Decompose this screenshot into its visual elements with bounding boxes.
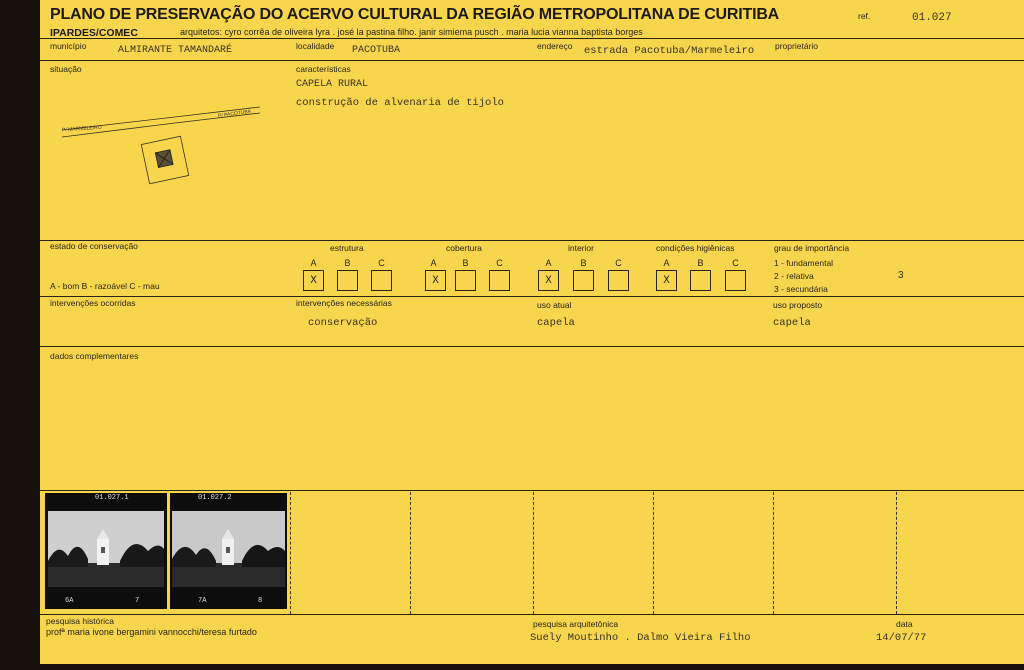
- group-label-estrutura: estrutura: [330, 243, 364, 253]
- photo-contact-2[interactable]: [170, 493, 287, 609]
- checkbox-estrutura-b[interactable]: [337, 270, 358, 291]
- inventory-card: [40, 0, 1024, 664]
- photo-image: [172, 511, 285, 587]
- intervencoes-necessarias-value: conservação: [308, 317, 378, 329]
- photo-frame-right: 7: [135, 597, 140, 605]
- sketch-left-label: P/ MARMELEIRO: [61, 124, 102, 134]
- letter-a: A: [663, 258, 670, 268]
- endereco-label: endereço: [537, 41, 573, 51]
- municipio-label: município: [50, 41, 87, 51]
- divider: [40, 60, 1024, 61]
- letter-c: C: [732, 258, 739, 268]
- photo-slot-divider: [533, 492, 534, 614]
- letter-a: A: [545, 258, 552, 268]
- importancia-option-1: 1 - fundamental: [774, 258, 834, 268]
- caracteristicas-line1: CAPELA RURAL: [296, 79, 369, 90]
- proprietario-label: proprietário: [775, 41, 818, 51]
- letter-b: B: [580, 258, 587, 268]
- photo-slot-divider: [653, 492, 654, 614]
- divider: [40, 296, 1024, 297]
- intervencoes-ocorridas-label: intervenções ocorridas: [50, 298, 136, 308]
- letter-c: C: [496, 258, 503, 268]
- situacao-label: situação: [50, 64, 82, 74]
- pesquisa-historica-label: pesquisa histórica: [46, 616, 115, 626]
- importancia-option-2: 2 - relativa: [774, 271, 814, 281]
- checkbox-interior-b[interactable]: [573, 270, 594, 291]
- photo-slot-divider: [290, 492, 291, 614]
- ref-value: 01.027: [912, 12, 952, 24]
- group-label-condicoes: condições higiênicas: [656, 243, 735, 253]
- photo-contact-1[interactable]: [45, 493, 167, 609]
- divider: [40, 490, 1024, 491]
- photo-frame-number: 01.027.2: [198, 494, 232, 502]
- checkbox-cobertura-b[interactable]: [455, 270, 476, 291]
- checkbox-interior-a[interactable]: X: [538, 270, 559, 291]
- photo-image: [48, 511, 164, 587]
- photo-slot-divider: [896, 492, 897, 614]
- photo-frame-number: 01.027.1: [95, 494, 129, 502]
- sketch-road-label: P/ PACOTUBA: [217, 108, 252, 120]
- photo-slot-divider: [410, 492, 411, 614]
- situation-sketch: [60, 95, 290, 190]
- checkbox-cobertura-c[interactable]: [489, 270, 510, 291]
- checkbox-condicoes-b[interactable]: [690, 270, 711, 291]
- localidade-label: localidade: [296, 41, 335, 51]
- letter-a: A: [310, 258, 317, 268]
- ref-label: ref.: [858, 11, 871, 21]
- divider: [40, 614, 1024, 615]
- caracteristicas-line2: construção de alvenaria de tijolo: [296, 97, 504, 109]
- data-label: data: [896, 619, 913, 629]
- group-label-interior: interior: [568, 243, 594, 253]
- uso-atual-label: uso atual: [537, 300, 572, 310]
- uso-proposto-label: uso proposto: [773, 300, 823, 310]
- conservacao-legend: A - bom B - razoável C - mau: [50, 281, 160, 291]
- group-label-cobertura: cobertura: [446, 243, 482, 253]
- letter-b: B: [462, 258, 469, 268]
- letter-b: B: [697, 258, 704, 268]
- localidade-value: PACOTUBA: [352, 45, 401, 56]
- importancia-value: 3: [898, 270, 904, 281]
- checkbox-interior-c[interactable]: [608, 270, 629, 291]
- uso-atual-value: capela: [537, 317, 575, 329]
- municipio-value: ALMIRANTE TAMANDARÉ: [118, 45, 233, 56]
- architects-line: arquitetos: cyro corrêa de oliveira lyra . josé la pastina filho. janir simiema pusch . maria lucia vianna baptista borges: [180, 27, 643, 37]
- checkbox-condicoes-a[interactable]: X: [656, 270, 677, 291]
- org-name: IPARDES/COMEC: [50, 27, 138, 39]
- pesquisa-historica-value: profª maria ivone bergamini vannocchi/teresa furtado: [46, 627, 257, 637]
- letter-a: A: [430, 258, 437, 268]
- photo-frame-left: 6A: [65, 597, 74, 605]
- letter-b: B: [344, 258, 351, 268]
- pesquisa-arquitetonica-label: pesquisa arquitetônica: [533, 619, 619, 629]
- photo-frame-left: 7A: [198, 597, 207, 605]
- photo-slot-divider: [773, 492, 774, 614]
- letter-c: C: [615, 258, 622, 268]
- endereco-value: estrada Pacotuba/Marmeleiro: [584, 45, 755, 57]
- uso-proposto-value: capela: [773, 317, 811, 329]
- checkbox-condicoes-c[interactable]: [725, 270, 746, 291]
- checkbox-estrutura-c[interactable]: [371, 270, 392, 291]
- checkbox-cobertura-a[interactable]: X: [425, 270, 446, 291]
- dados-complementares-label: dados complementares: [50, 351, 139, 361]
- checkbox-estrutura-a[interactable]: X: [303, 270, 324, 291]
- data-value: 14/07/77: [876, 632, 927, 644]
- conservacao-label: estado de conservação: [50, 241, 138, 251]
- photo-frame-right: 8: [258, 597, 263, 605]
- intervencoes-necessarias-label: intervenções necessárias: [296, 298, 392, 308]
- divider: [40, 346, 1024, 347]
- divider: [40, 240, 1024, 241]
- importancia-option-3: 3 - secundária: [774, 284, 828, 294]
- letter-c: C: [378, 258, 385, 268]
- page-title: PLANO DE PRESERVAÇÃO DO ACERVO CULTURAL DA REGIÃO METROPOLITANA DE CURITIBA: [50, 6, 780, 23]
- caracteristicas-label: características: [296, 64, 351, 74]
- divider: [40, 38, 1024, 39]
- importancia-label: grau de importância: [774, 243, 850, 253]
- pesquisa-arquitetonica-value: Suely Moutinho . Dalmo Vieira Filho: [530, 632, 751, 644]
